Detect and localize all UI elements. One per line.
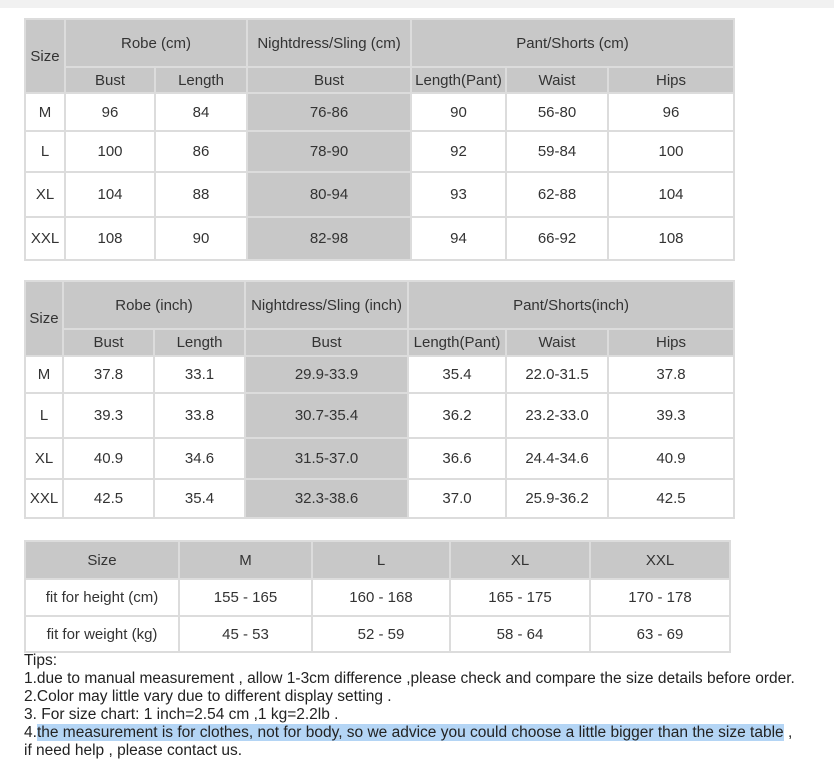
row-label: fit for height (cm) (25, 579, 179, 616)
table-row (25, 131, 734, 172)
table-cell: 35.4 (408, 356, 506, 393)
size-header: Size (25, 19, 65, 93)
tip-line: if need help , please contact us. (24, 742, 243, 759)
table-cell: 56-80 (506, 93, 608, 131)
tips-section (24, 652, 829, 760)
table-cell: 76-86 (247, 93, 411, 131)
table-row (25, 616, 730, 652)
tip-number: 4. (24, 724, 37, 741)
table-cell: 82-98 (247, 217, 411, 260)
fit-header: XXL (590, 541, 730, 579)
table-cell: 45 - 53 (179, 616, 312, 652)
col-header: Length(Pant) (408, 329, 506, 356)
table-cell: 33.1 (154, 356, 245, 393)
selected-text[interactable]: the measurement is for clothes, not for body, so we advice you could choose a little bigger than the size table (36, 724, 784, 741)
size-cell: XXL (25, 479, 63, 518)
table-cell: 90 (155, 217, 247, 260)
col-header: Length (154, 329, 245, 356)
table-cell: 36.2 (408, 393, 506, 438)
table-cell: 23.2-33.0 (506, 393, 608, 438)
table-cell: 42.5 (608, 479, 734, 518)
table-cell: 86 (155, 131, 247, 172)
tip-line (24, 724, 829, 742)
subheader-row (25, 329, 734, 356)
table-cell: 160 - 168 (312, 579, 450, 616)
table-cell: 88 (155, 172, 247, 217)
fit-header: L (312, 541, 450, 579)
table-cell: 93 (411, 172, 506, 217)
tips-title: Tips: (24, 652, 58, 669)
size-cell: M (25, 93, 65, 131)
table-cell: 94 (411, 217, 506, 260)
robe-group-header: Robe (cm) (65, 19, 247, 67)
table-cell: 30.7-35.4 (245, 393, 408, 438)
col-header: Bust (245, 329, 408, 356)
table-row (25, 356, 734, 393)
tip-line: 1.due to manual measurement , allow 1-3cm difference ,please check and compare the size details before order. (24, 670, 795, 687)
table-row (25, 579, 730, 616)
table-cell: 96 (65, 93, 155, 131)
col-header: Length (155, 67, 247, 93)
table-cell: 35.4 (154, 479, 245, 518)
table-row (25, 217, 734, 260)
col-header: Bust (65, 67, 155, 93)
table-cell: 78-90 (247, 131, 411, 172)
col-header: Length(Pant) (411, 67, 506, 93)
col-header: Bust (63, 329, 154, 356)
nightdress-group-header: Nightdress/Sling (inch) (245, 281, 408, 329)
row-label: fit for weight (kg) (25, 616, 179, 652)
table-cell: 59-84 (506, 131, 608, 172)
table-cell: 155 - 165 (179, 579, 312, 616)
group-header-row (25, 281, 734, 329)
size-cell: L (25, 393, 63, 438)
col-header: Hips (608, 67, 734, 93)
table-cell: 34.6 (154, 438, 245, 479)
table-cell: 29.9-33.9 (245, 356, 408, 393)
size-table-inch (24, 280, 735, 519)
table-cell: 52 - 59 (312, 616, 450, 652)
table-cell: 66-92 (506, 217, 608, 260)
table-cell: 90 (411, 93, 506, 131)
nightdress-group-header: Nightdress/Sling (cm) (247, 19, 411, 67)
col-header: Bust (247, 67, 411, 93)
table-cell: 62-88 (506, 172, 608, 217)
tip-line: 3. For size chart: 1 inch=2.54 cm ,1 kg=2.2lb . (24, 706, 339, 723)
table-cell: 84 (155, 93, 247, 131)
fit-header-row (25, 541, 730, 579)
table-cell: 40.9 (63, 438, 154, 479)
tip-line: 2.Color may little vary due to different display setting . (24, 688, 392, 705)
table-cell: 36.6 (408, 438, 506, 479)
col-header: Waist (506, 67, 608, 93)
robe-group-header: Robe (inch) (63, 281, 245, 329)
table-cell: 80-94 (247, 172, 411, 217)
size-cell: XL (25, 438, 63, 479)
table-cell: 37.0 (408, 479, 506, 518)
table-cell: 32.3-38.6 (245, 479, 408, 518)
size-cell: L (25, 131, 65, 172)
size-cell: XXL (25, 217, 65, 260)
size-table-cm (24, 18, 735, 261)
pant-group-header: Pant/Shorts (cm) (411, 19, 734, 67)
table-cell: 100 (608, 131, 734, 172)
table-cell: 25.9-36.2 (506, 479, 608, 518)
tip-suffix: , (783, 724, 793, 741)
table-row (25, 393, 734, 438)
table-cell: 100 (65, 131, 155, 172)
col-header: Waist (506, 329, 608, 356)
table-cell: 42.5 (63, 479, 154, 518)
table-cell: 63 - 69 (590, 616, 730, 652)
pant-group-header: Pant/Shorts(inch) (408, 281, 734, 329)
table-cell: 104 (608, 172, 734, 217)
top-strip (0, 0, 834, 8)
group-header-row (25, 19, 734, 67)
table-cell: 22.0-31.5 (506, 356, 608, 393)
fit-header: Size (25, 541, 179, 579)
table-cell: 92 (411, 131, 506, 172)
table-row (25, 438, 734, 479)
fit-header: XL (450, 541, 590, 579)
subheader-row (25, 67, 734, 93)
table-cell: 39.3 (608, 393, 734, 438)
table-cell: 96 (608, 93, 734, 131)
table-cell: 104 (65, 172, 155, 217)
table-cell: 40.9 (608, 438, 734, 479)
table-cell: 24.4-34.6 (506, 438, 608, 479)
table-row (25, 93, 734, 131)
table-cell: 39.3 (63, 393, 154, 438)
size-cell: M (25, 356, 63, 393)
col-header: Hips (608, 329, 734, 356)
fit-header: M (179, 541, 312, 579)
table-cell: 37.8 (63, 356, 154, 393)
fit-table (24, 540, 731, 653)
table-cell: 58 - 64 (450, 616, 590, 652)
table-row (25, 172, 734, 217)
size-header: Size (25, 281, 63, 356)
table-cell: 170 - 178 (590, 579, 730, 616)
table-cell: 108 (65, 217, 155, 260)
table-row (25, 479, 734, 518)
size-cell: XL (25, 172, 65, 217)
table-cell: 33.8 (154, 393, 245, 438)
table-cell: 108 (608, 217, 734, 260)
table-cell: 165 - 175 (450, 579, 590, 616)
table-cell: 37.8 (608, 356, 734, 393)
table-cell: 31.5-37.0 (245, 438, 408, 479)
